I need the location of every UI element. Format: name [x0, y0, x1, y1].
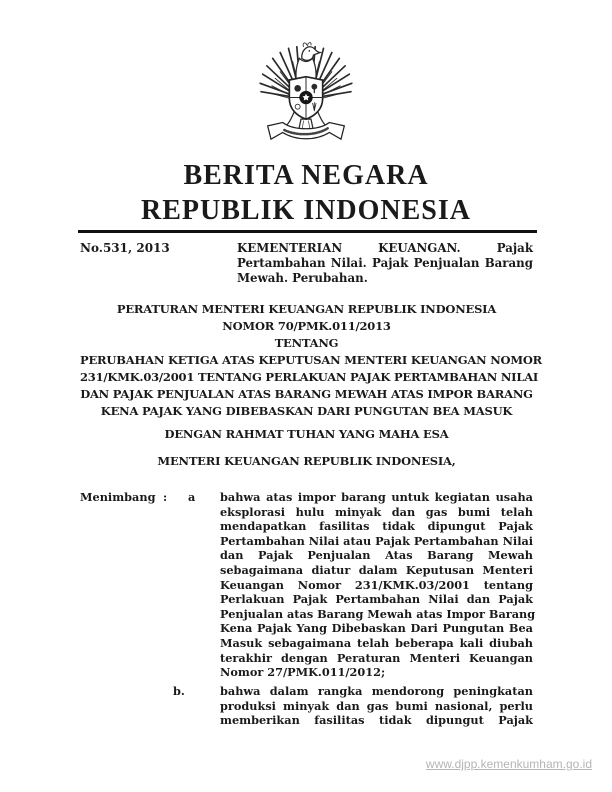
footer-djpp-link[interactable]: www.djpp.kemenkumham.go.id [425, 757, 592, 771]
minister-line: MENTERI KEUANGAN REPUBLIK INDONESIA, [157, 454, 456, 468]
masthead-title-line1: BERITA NEGARA [183, 160, 429, 191]
regulation-title: PERUBAHAN KETIGA ATAS KEPUTUSAN MENTERI KEUANGAN NOMOR 231/KMK.03/2001 TENTANG PERLAKUAN PAJAK PERTAMBAHAN NILAI DAN PAJAK PENJUALAN ATAS BARANG MEWAH ATAS IMPOR BARANG KENA PAJAK YANG DIBEBASKAN DARI PUNGUTAN BEA MASUK [80, 353, 543, 418]
consideration-marker-a: a [188, 490, 196, 504]
menimbang-label: Menimbang [80, 490, 156, 504]
heading-number: NOMOR 70/PMK.011/2013 [222, 319, 391, 333]
regulation-heading-block [80, 301, 543, 470]
gazette-number: No.531, 2013 [80, 241, 170, 255]
consideration-marker-b: b. [173, 684, 185, 698]
heading-tentang: TENTANG [274, 336, 339, 350]
masthead-divider [78, 230, 537, 233]
menimbang-colon: : [163, 490, 168, 504]
garuda-pancasila-icon [256, 40, 356, 145]
heading-authority: PERATURAN MENTERI KEUANGAN REPUBLIK INDONESIA [116, 302, 497, 316]
consideration-item-a: bahwa atas impor barang untuk kegiatan usaha eksplorasi hulu minyak dan gas bumi telah mendapatkan fasilitas tidak dipungut Pajak Pertambahan Nilai atau Pajak Pertambahan Nilai dan Pajak Penjualan Atas Barang Mewah sebagaimana diatur dalam Keputusan Menteri Keuangan Nomor 231/KMK.03/2001 tentang Perlakuan Pajak Pertambahan Nilai dan Pajak Penjualan atas Barang Mewah atas Impor Barang Kena Pajak Yang Dibebaskan Dari Pungutan Bea Masuk sebagaimana telah beberapa kali diubah terakhir dengan Peraturan Menteri Keuangan Nomor 27/PMK.011/2012; [220, 490, 536, 680]
gazette-subject: KEMENTERIAN KEUANGAN. Pajak Pertambahan Nilai. Pajak Penjualan Barang Mewah. Perubahan. [237, 241, 533, 285]
invocation-line: DENGAN RAHMAT TUHAN YANG MAHA ESA [164, 427, 449, 441]
consideration-item-b: bahwa dalam rangka mendorong peningkatan produksi minyak dan gas bumi nasional, perlu memberikan fasilitas tidak dipungut Pajak [220, 684, 533, 728]
masthead-title-line2: REPUBLIK INDONESIA [141, 195, 471, 226]
